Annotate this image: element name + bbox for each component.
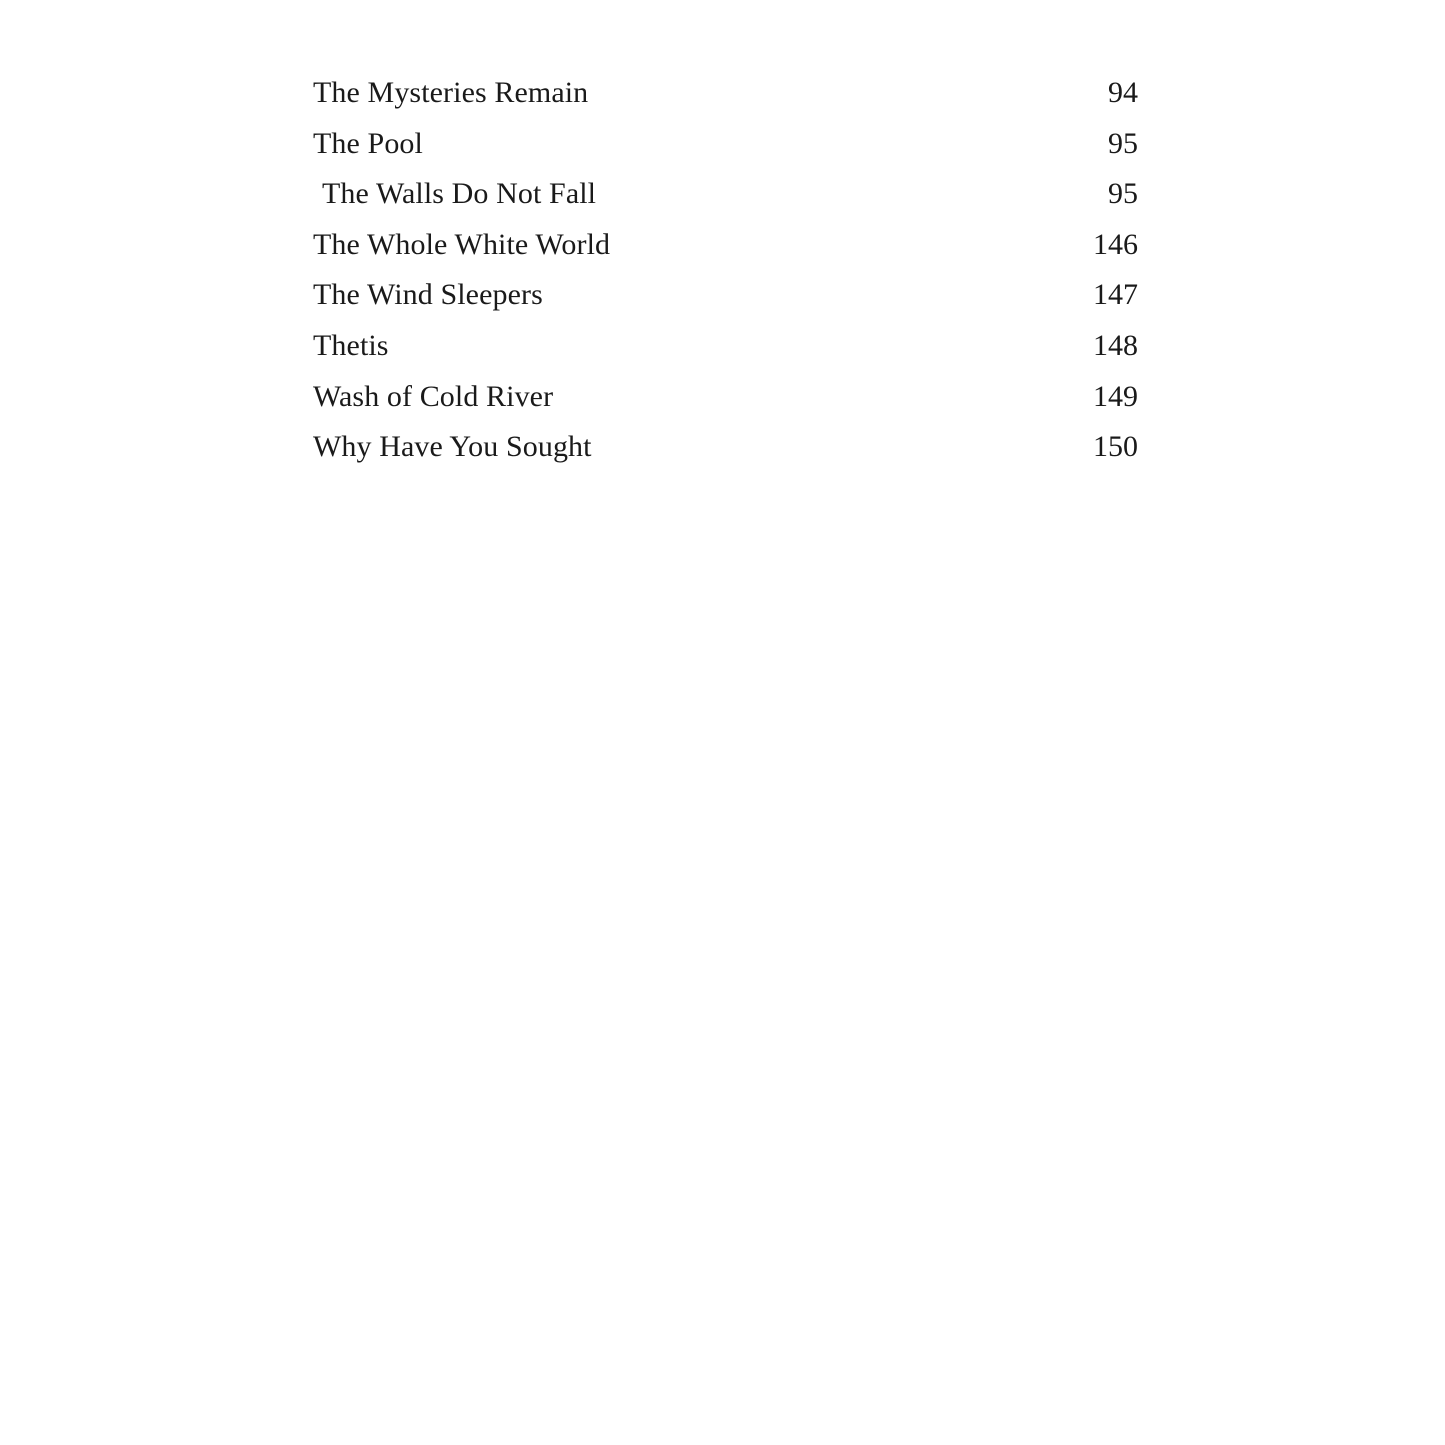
toc-entry-title: The Walls Do Not Fall bbox=[322, 177, 597, 211]
list-item[interactable] bbox=[313, 372, 1138, 423]
toc-entry-page-number: 150 bbox=[1093, 430, 1138, 464]
toc-entry-page-number: 95 bbox=[1108, 126, 1138, 160]
toc-entry-title: The Pool bbox=[313, 126, 423, 160]
toc-entry-page-number: 146 bbox=[1093, 227, 1138, 261]
toc-entry-title: Thetis bbox=[313, 328, 389, 362]
toc-entry-title: The Mysteries Remain bbox=[313, 76, 589, 109]
list-item[interactable] bbox=[313, 169, 1138, 220]
toc-entry-title: The Wind Sleepers bbox=[313, 278, 543, 312]
toc-entry-page-number: 148 bbox=[1093, 328, 1138, 362]
list-item[interactable] bbox=[313, 422, 1138, 473]
toc-entry-title: The Whole White World bbox=[313, 227, 611, 261]
toc-entry-page-number: 149 bbox=[1093, 379, 1138, 413]
toc-entry-title: Wash of Cold River bbox=[313, 379, 554, 413]
list-item[interactable] bbox=[313, 68, 1138, 119]
table-of-contents-list bbox=[313, 68, 1138, 473]
list-item[interactable] bbox=[313, 220, 1138, 271]
list-item[interactable] bbox=[313, 270, 1138, 321]
toc-entry-page-number: 147 bbox=[1093, 278, 1138, 312]
toc-entry-title: Why Have You Sought bbox=[313, 430, 592, 464]
toc-entry-page-number: 94 bbox=[1108, 76, 1138, 109]
list-item[interactable] bbox=[313, 119, 1138, 170]
toc-entry-page-number: 95 bbox=[1108, 177, 1138, 211]
list-item[interactable] bbox=[313, 321, 1138, 372]
